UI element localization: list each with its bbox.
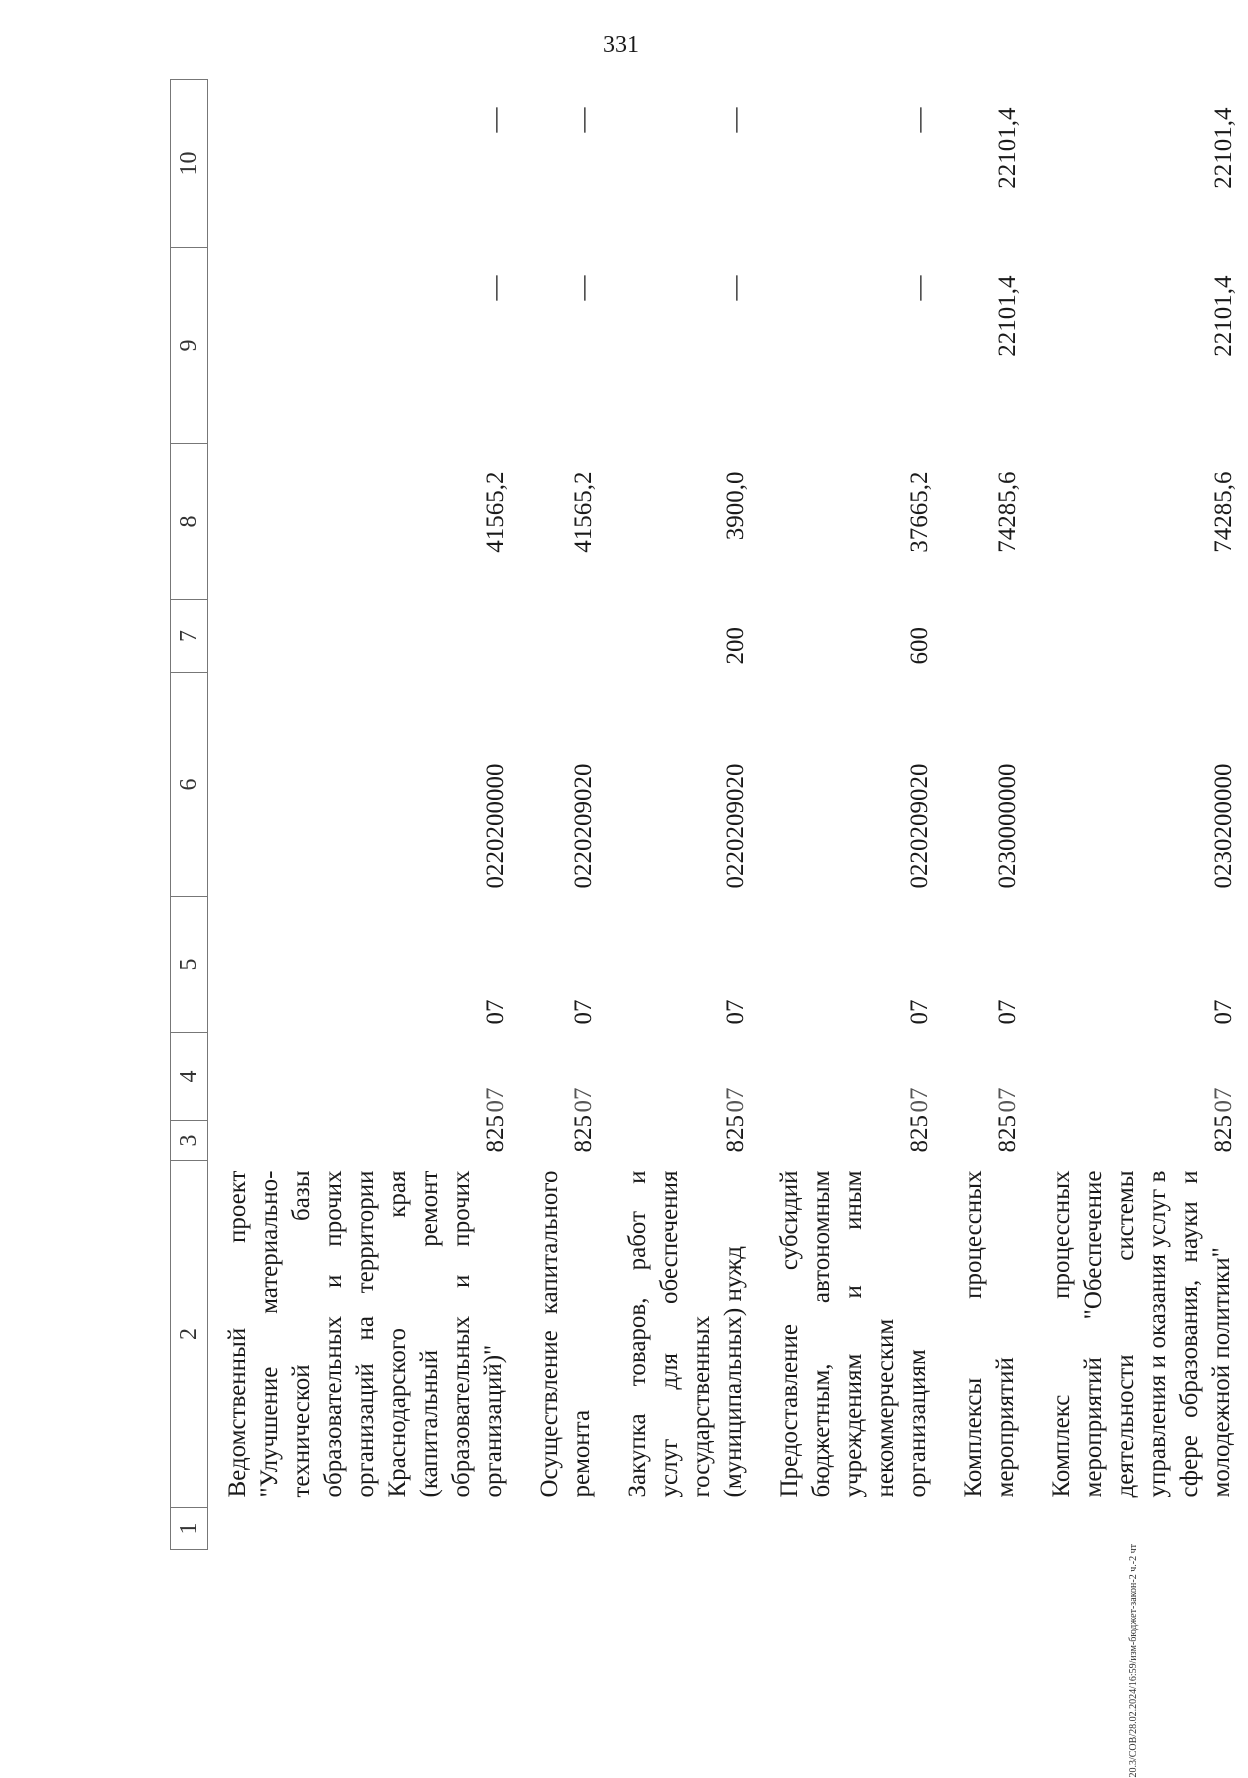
cell-c8: 74285,6 [1210,471,1237,553]
header-col-8: 8 [171,444,208,600]
cell-c8: 3900,0 [722,471,749,541]
cell-c5: 07 [570,999,597,1025]
row-name: Закупка товаров, работ и услуг для обеспечения государственных (муниципальных) нужд [624,1170,747,1498]
cell-c9: — [570,275,597,301]
cell-c9: 22101,4 [1210,275,1237,357]
cell-c7: 600 [906,627,933,665]
cell-c3: 825 [1210,1115,1237,1153]
cell-c10: 22101,4 [994,107,1021,189]
cell-c10: 22101,4 [1210,107,1237,189]
cell-c5: 07 [994,999,1021,1025]
cell-c6: 0230200000 [1210,763,1237,889]
cell-c9: — [482,275,509,301]
cell-c8: 37665,2 [906,471,933,553]
cell-c8: 41565,2 [482,471,509,553]
table-row [944,80,1032,1550]
table-row [520,80,608,1550]
cell-c3: 825 [722,1115,749,1153]
cell-c3: 825 [994,1115,1021,1153]
cell-c4: 07 [1210,1087,1237,1113]
cell-c4: 07 [722,1087,749,1113]
header-col-5: 5 [171,897,208,1033]
cell-c6: 0220209020 [906,763,933,889]
cell-c3: 825 [482,1115,509,1153]
cell-c6: 0220209020 [570,763,597,889]
cell-c4: 07 [994,1087,1021,1113]
table-header-row [171,80,208,1550]
header-col-3: 3 [171,1121,208,1161]
cell-c10: — [482,107,509,133]
header-col-7: 7 [171,600,208,673]
cell-c4: 07 [482,1087,509,1113]
row-name: Ведомственный проект "Улучшение материально-технической базы образовательных и прочих организаций на территории Краснодарского края (капитальный ремонт образовательных и прочих организаций)" [224,1170,507,1498]
budget-table-rotated [170,80,1237,1550]
cell-c7 [1032,600,1248,673]
cell-c5: 07 [1210,999,1237,1025]
cell-c8: 41565,2 [570,471,597,553]
cell-c10: — [570,107,597,133]
header-col-6: 6 [171,673,208,897]
cell-c6: 0220200000 [482,763,509,889]
cell-c9: — [722,275,749,301]
cell-c7: 200 [722,627,749,665]
cell-c3: 825 [570,1115,597,1153]
row-name: Комплексы процессных мероприятий [960,1170,1019,1498]
table-row [760,80,944,1550]
row-name: Осуществление капитального ремонта [536,1170,595,1498]
header-col-2: 2 [171,1161,208,1508]
cell-c7 [944,600,1032,673]
header-col-1: 1 [171,1508,208,1550]
cell-c5: 07 [482,999,509,1025]
cell-c8: 74285,6 [994,471,1021,553]
header-col-4: 4 [171,1033,208,1121]
row-name: Комплекс процессных мероприятий "Обеспечение деятельности системы управления и оказания услуг в сфере образования, науки и молодежной политики" [1048,1170,1235,1498]
table-row [1032,80,1248,1550]
cell-c9: 22101,4 [994,275,1021,357]
cell-c4: 07 [570,1087,597,1113]
budget-table [170,79,1248,1550]
cell-c6: 0230000000 [994,763,1021,889]
cell-c7 [520,600,608,673]
header-col-10: 10 [171,80,208,248]
table-row [608,80,760,1550]
cell-c4: 07 [906,1087,933,1113]
cell-c6: 0220209020 [722,763,749,889]
cell-c5: 07 [906,999,933,1025]
cell-c3: 825 [906,1115,933,1153]
page-number: 331 [603,32,639,58]
cell-c10: — [906,107,933,133]
table-row [208,80,521,1550]
document-code: 20.3/СОВ/28.02.2024/16:59/изм-бюджет-закон-2 ч.-2 чт [1128,1544,1139,1778]
cell-c10: — [722,107,749,133]
cell-c5: 07 [722,999,749,1025]
row-name: Предоставление субсидий бюджетным, автономным учреждениям и иным некоммерческим организациям [776,1170,931,1498]
cell-c9: — [906,275,933,301]
cell-c7 [208,600,521,673]
header-col-9: 9 [171,248,208,444]
